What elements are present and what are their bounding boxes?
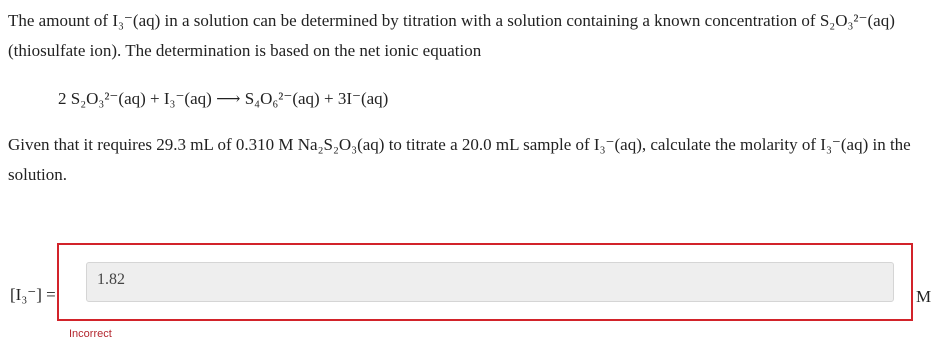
answer-input[interactable] — [86, 262, 894, 302]
question-text: in the solution. — [8, 135, 911, 184]
product-iodide: I⁻(aq) — [346, 89, 389, 108]
plus-sign: + — [323, 89, 334, 108]
coefficient: 3 — [337, 89, 347, 108]
question-text: Given that it requires 29.3 mL of 0.310 M — [8, 135, 298, 154]
triiodide-species: I₃⁻(aq) — [820, 135, 869, 154]
question-text: The amount of — [8, 11, 113, 30]
thiosulfate-species: S₂O₃²⁻(aq) — [819, 11, 895, 30]
given-paragraph — [8, 130, 928, 190]
reaction-arrow-icon: ⟶ — [216, 89, 241, 108]
net-ionic-equation — [58, 84, 388, 114]
sodium-thiosulfate-species: Na₂S₂O₃(aq) — [297, 135, 385, 154]
product-tetrathionate: S₄O₆²⁻(aq) — [244, 89, 320, 108]
answer-status: Incorrect — [69, 328, 112, 340]
question-text: , calculate the molarity of — [641, 135, 821, 154]
question-text: (thiosulfate ion). The determination is based on the net ionic equation — [8, 41, 482, 60]
coefficient: 2 — [58, 89, 67, 108]
answer-row — [0, 243, 945, 325]
question-text: to titrate a 20.0 mL sample of — [384, 135, 594, 154]
answer-value: 1.82 — [97, 271, 125, 288]
question-paragraph — [8, 6, 928, 66]
reactant-triiodide: I₃⁻(aq) — [163, 89, 212, 108]
answer-label: [I₃⁻] = — [10, 285, 56, 304]
triiodide-species: I₃⁻(aq) — [112, 11, 161, 30]
reactant-thiosulfate: S₂O₃²⁻(aq) — [70, 89, 146, 108]
triiodide-species: I₃⁻(aq) — [593, 135, 642, 154]
question-text: in a solution can be determined by titration with a solution containing a known concentration of — [160, 11, 820, 30]
answer-unit: M — [916, 287, 932, 306]
plus-sign: + — [150, 89, 160, 108]
